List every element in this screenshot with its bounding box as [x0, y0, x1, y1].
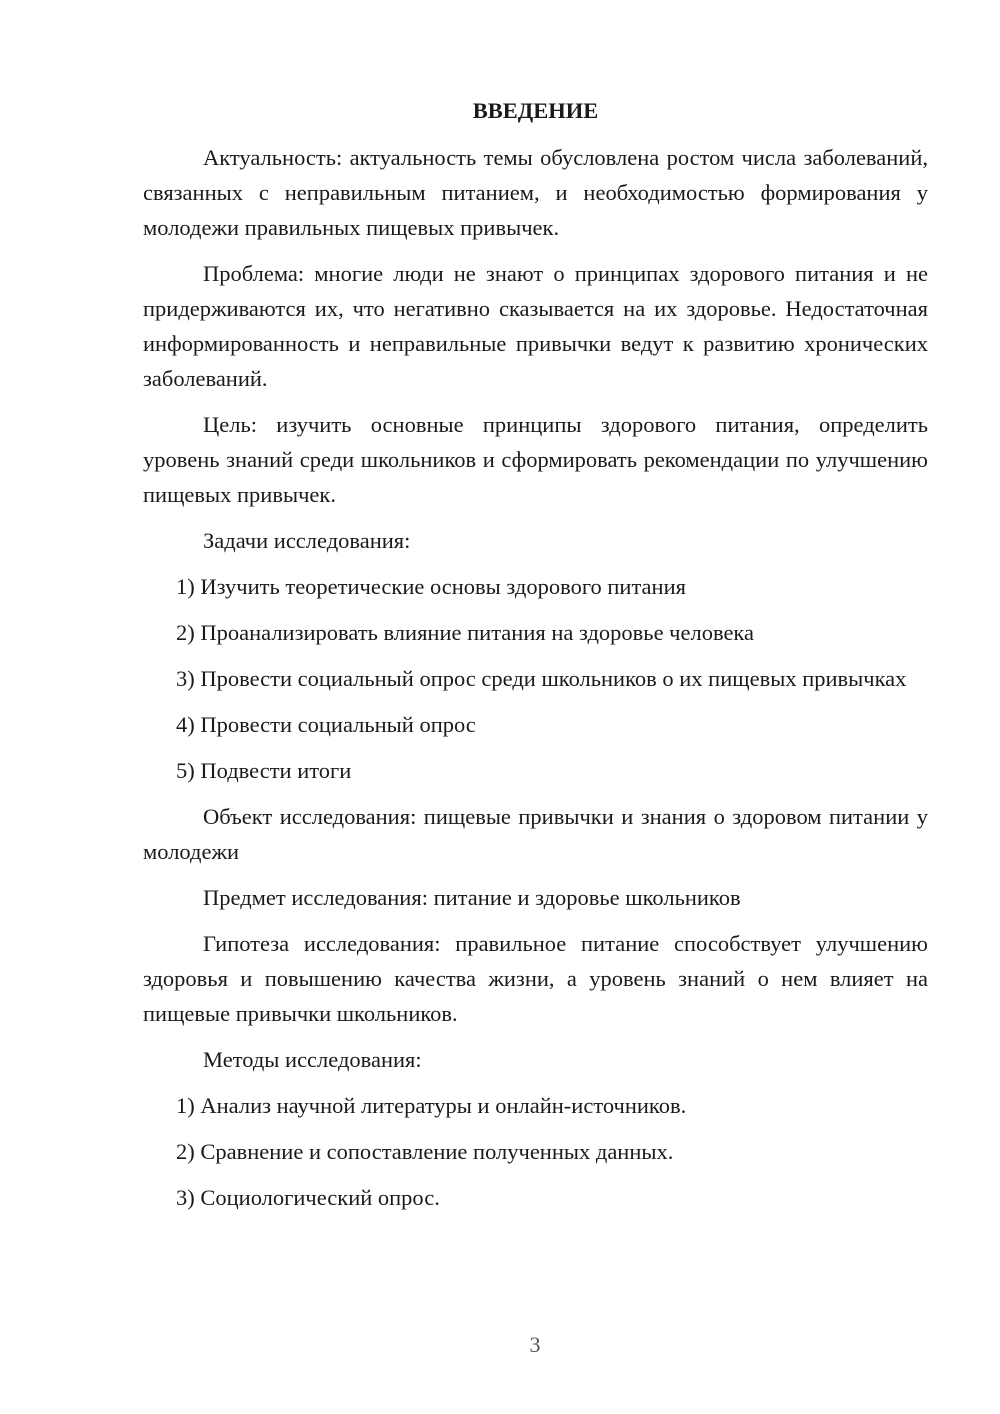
- object-paragraph: Объект исследования: пищевые привычки и знания о здоровом питании у молодежи: [143, 804, 928, 864]
- method-item-2: 2) Сравнение и сопоставление полученных данных.: [176, 1139, 674, 1164]
- methods-title: Методы исследования:: [203, 1047, 422, 1072]
- task-item-1: 1) Изучить теоретические основы здорового питания: [176, 574, 686, 599]
- page-number: 3: [529, 1332, 541, 1357]
- subject-paragraph: Предмет исследования: питание и здоровье школьников: [203, 885, 741, 910]
- task-item-5: 5) Подвести итоги: [176, 758, 352, 783]
- hypothesis-paragraph: Гипотеза исследования: правильное питание способствует улучшению здоровья и повышению качества жизни, а уровень знаний о нем влияет на пищевые привычки школьников.: [143, 931, 928, 1026]
- task-item-3: 3) Провести социальный опрос среди школьников о их пищевых привычках: [176, 666, 907, 691]
- page-content: [143, 93, 928, 1226]
- task-item-2: 2) Проанализировать влияние питания на здоровье человека: [176, 620, 755, 645]
- method-item-3: 3) Социологический опрос.: [176, 1185, 440, 1210]
- method-item-1: 1) Анализ научной литературы и онлайн-источников.: [176, 1093, 687, 1118]
- relevance-paragraph: Актуальность: актуальность темы обусловлена ростом числа заболеваний, связанных с неправильным питанием, и необходимостью формирования у молодежи правильных пищевых привычек.: [143, 145, 928, 240]
- task-item-4: 4) Провести социальный опрос: [176, 712, 476, 737]
- section-heading: ВВЕДЕНИЕ: [472, 98, 599, 123]
- goal-paragraph: Цель: изучить основные принципы здорового питания, определить уровень знаний среди школьников и сформировать рекомендации по улучшению пищевых привычек.: [143, 412, 928, 507]
- tasks-title: Задачи исследования:: [203, 528, 411, 553]
- problem-paragraph: Проблема: многие люди не знают о принципах здорового питания и не придерживаются их, что негативно сказывается на их здоровье. Недостаточная информированность и неправильные привычки ведут к развитию хронических заболеваний.: [143, 261, 928, 391]
